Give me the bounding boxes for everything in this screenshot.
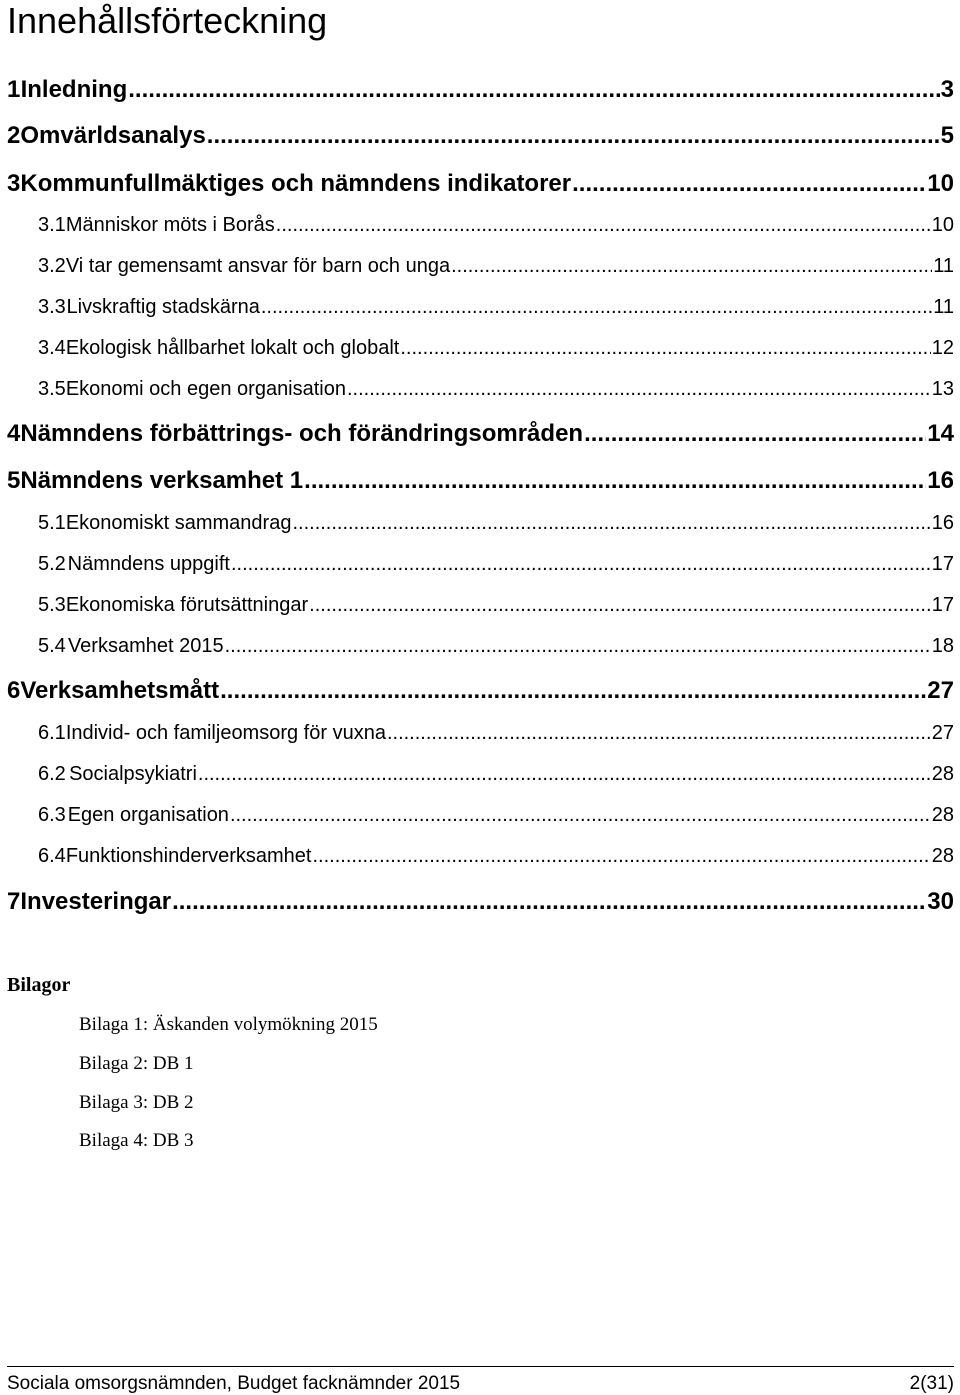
footer-document-title: Sociala omsorgsnämnden, Budget facknämnder 2015 (7, 1373, 461, 1394)
toc-page-number: 17 (931, 594, 954, 616)
toc-page-number: 10 (931, 214, 954, 236)
toc-page-number: 14 (927, 420, 954, 447)
toc-entry-6-1[interactable] (38, 722, 954, 748)
toc-label: Egen organisation (67, 804, 229, 826)
toc-number: 3.3 (38, 296, 66, 318)
toc-label: Ekonomiskt sammandrag (65, 512, 292, 534)
toc-entry-3-1[interactable] (38, 214, 954, 240)
toc-label: Verksamhetsmått (20, 677, 220, 704)
toc-entry-5[interactable] (7, 467, 954, 497)
toc-leader (261, 296, 932, 319)
toc-page-number: 5 (940, 122, 954, 149)
toc-entry-3-4[interactable] (38, 337, 954, 363)
toc-page-number: 27 (927, 677, 954, 704)
bilagor-heading: Bilagor (7, 974, 71, 996)
toc-page-number: 16 (927, 467, 954, 494)
toc-entry-3-5[interactable] (38, 378, 954, 404)
toc-label: Kommunfullmäktiges och nämndens indikatorer (20, 170, 572, 197)
toc-leader (584, 420, 926, 448)
toc-label: Nämndens förbättrings- och förändringsområden (20, 420, 584, 447)
toc-leader (220, 677, 926, 705)
footer-divider (7, 1366, 954, 1367)
toc-page-number: 16 (931, 512, 954, 534)
toc-label: Ekonomi och egen organisation (65, 378, 346, 400)
toc-number: 2 (7, 122, 21, 149)
toc-leader (230, 804, 931, 827)
toc-entry-6-2[interactable] (38, 763, 954, 789)
toc-number: 5.3 (38, 594, 66, 616)
toc-number: 3.5 (38, 378, 66, 400)
toc-leader (292, 512, 930, 535)
toc-entry-7[interactable] (7, 888, 954, 918)
toc-number: 5 (7, 467, 21, 494)
toc-number: 5.1 (38, 512, 66, 534)
toc-leader (231, 553, 931, 576)
toc-leader (451, 255, 932, 278)
toc-number: 7 (7, 888, 21, 915)
bilaga-item: Bilaga 4: DB 3 (79, 1130, 194, 1151)
toc-number: 5.2 (38, 553, 66, 575)
bilaga-item: Bilaga 1: Äskanden volymökning 2015 (79, 1014, 378, 1035)
toc-leader (400, 337, 930, 360)
toc-entry-5-1[interactable] (38, 512, 954, 538)
toc-page-number: 30 (927, 888, 954, 915)
toc-leader (276, 214, 931, 237)
toc-number: 6.3 (38, 804, 66, 826)
toc-entry-3[interactable] (7, 170, 954, 200)
toc-page-number: 28 (931, 804, 954, 826)
toc-number: 6.1 (38, 722, 66, 744)
toc-page-number: 28 (931, 763, 954, 785)
toc-leader (172, 888, 926, 916)
toc-label: Verksamhet 2015 (67, 635, 224, 657)
toc-label: Omvärldsanalys (20, 122, 206, 149)
toc-page-number: 10 (927, 170, 954, 197)
footer-page-number: 2(31) (909, 1373, 954, 1394)
toc-entry-3-3[interactable] (38, 296, 954, 322)
toc-leader (387, 722, 931, 745)
toc-entry-6-4[interactable] (38, 845, 954, 871)
toc-number: 3.1 (38, 214, 66, 236)
toc-label: Ekonomiska förutsättningar (65, 594, 309, 616)
toc-label: Nämndens uppgift (67, 553, 230, 575)
toc-number: 3.2 (38, 255, 66, 277)
toc-leader (304, 467, 926, 495)
toc-number: 4 (7, 420, 21, 447)
toc-leader (198, 763, 931, 786)
toc-label: Livskraftig stadskärna (66, 296, 260, 318)
toc-leader (225, 635, 931, 658)
toc-leader (572, 170, 926, 198)
toc-leader (207, 122, 940, 150)
toc-label: Investeringar (20, 888, 172, 915)
toc-number: 6.4 (38, 845, 66, 867)
page-title: Innehållsförteckning (7, 0, 328, 41)
toc-page-number: 17 (931, 553, 954, 575)
toc-leader (347, 378, 931, 401)
toc-page-number: 3 (940, 76, 954, 103)
toc-page-number: 28 (931, 845, 954, 867)
toc-leader (309, 594, 931, 617)
toc-entry-2[interactable] (7, 122, 954, 152)
toc-page-number: 27 (931, 722, 954, 744)
bilaga-item: Bilaga 2: DB 1 (79, 1053, 194, 1074)
toc-entry-4[interactable] (7, 420, 954, 450)
toc-entry-5-4[interactable] (38, 635, 954, 661)
toc-label: Inledning (20, 76, 128, 103)
toc-entry-5-2[interactable] (38, 553, 954, 579)
toc-number: 3 (7, 170, 21, 197)
toc-leader (128, 76, 939, 104)
bilaga-item: Bilaga 3: DB 2 (79, 1092, 194, 1113)
toc-label: Vi tar gemensamt ansvar för barn och unga (65, 255, 451, 277)
toc-entry-1[interactable] (7, 76, 954, 106)
toc-number: 6 (7, 677, 21, 704)
toc-label: Funktionshinderverksamhet (65, 845, 312, 867)
toc-page-number: 11 (933, 255, 954, 277)
toc-page-number: 13 (931, 378, 954, 400)
toc-number: 5.4 (38, 635, 66, 657)
toc-label: Nämndens verksamhet 1 (20, 467, 304, 494)
toc-entry-6-3[interactable] (38, 804, 954, 830)
toc-leader (313, 845, 931, 868)
toc-label: Ekologisk hållbarhet lokalt och globalt (65, 337, 400, 359)
toc-page-number: 12 (931, 337, 954, 359)
toc-page-number: 11 (933, 296, 954, 318)
toc-number: 3.4 (38, 337, 66, 359)
toc-label: Individ- och familjeomsorg för vuxna (65, 722, 386, 744)
toc-number: 1 (7, 76, 21, 103)
toc-entry-5-3[interactable] (38, 594, 954, 620)
toc-page-number: 18 (931, 635, 954, 657)
toc-entry-3-2[interactable] (38, 255, 954, 281)
toc-entry-6[interactable] (7, 677, 954, 707)
toc-label: Människor möts i Borås (65, 214, 275, 236)
toc-label: Socialpsykiatri (69, 763, 197, 785)
toc-number: 6.2 (38, 763, 66, 785)
